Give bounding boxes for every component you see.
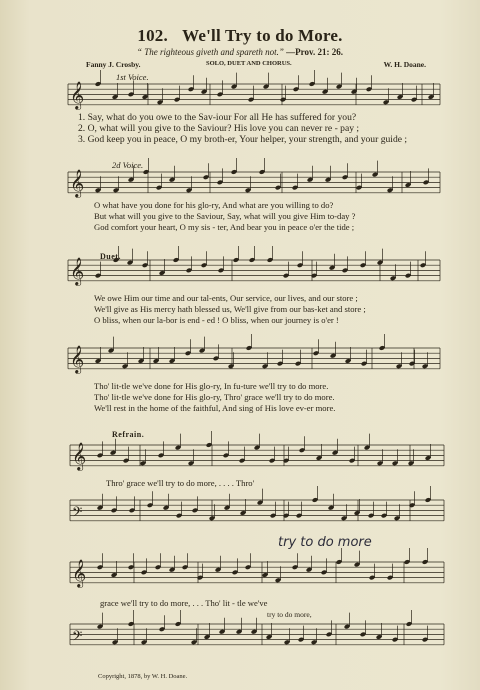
verse-lines-3 <box>94 293 464 326</box>
verse-lines-2 <box>94 200 464 233</box>
epigraph-reference: —Prov. 21: 26. <box>286 47 343 57</box>
treble-clef: 𝄞 <box>72 442 87 470</box>
author-credit: Fanny J. Crosby. <box>86 60 141 69</box>
refrain-bass-lyric: try to do more, <box>267 610 312 619</box>
verse-lines-1 <box>78 112 448 145</box>
arrangement-note: SOLO, DUET AND CHORUS. <box>206 60 292 67</box>
epigraph-quote: “ The righteous giveth and spareth not.” <box>136 47 284 57</box>
lyric-line: O bliss, when our la-bor is end - ed ! O bliss, when our journey is o'er ! <box>94 315 339 325</box>
lyric-line: We'll rest in the home of the faithful, And sing of His love ev-er more. <box>94 403 336 413</box>
second-voice-label: 2d Voice. <box>112 160 144 170</box>
treble-clef: 𝄞 <box>70 169 85 197</box>
treble-clef: 𝄞 <box>70 345 85 373</box>
bass-clef: 𝄢 <box>72 628 83 647</box>
lyric-line: We'll give as His mercy hath blessed us, We'll give from our bas-ket and store ; <box>94 304 366 314</box>
handwritten-annotation: try to do more <box>278 535 372 550</box>
lyric-line: God comfort your heart, O my sis - ter, And bear you in peace o'er the tide ; <box>94 222 355 232</box>
hymn-title-text: We'll Try to do More. <box>182 26 343 45</box>
treble-clef: 𝄞 <box>70 81 85 109</box>
treble-clef: 𝄞 <box>72 559 87 587</box>
lyric-line: 2. O, what will you give to the Saviour? His love you can never re - pay ; <box>78 123 360 134</box>
lyric-line: Tho' lit-tle we've done for His glo-ry, In fu-ture we'll try to do more. <box>94 381 329 391</box>
first-voice-label: 1st Voice. <box>116 72 149 82</box>
lyric-line: Tho' lit-tle we've done for His glo-ry, Thro' grace we'll try to do more. <box>94 392 335 402</box>
hymn-number: 102. <box>137 26 168 45</box>
lyric-line: 3. God keep you in peace, O my broth-er, Your helper, your strength, and your guide ; <box>78 134 408 145</box>
duet-label: Duet. <box>100 252 121 261</box>
treble-clef: 𝄞 <box>70 257 85 285</box>
bass-clef: 𝄢 <box>72 504 83 523</box>
composer-credit: W. H. Doane. <box>383 60 426 69</box>
refrain-label: Refrain. <box>112 430 145 439</box>
lyric-line: 1. Say, what do you owe to the Sav-iour For all He has suffered for you? <box>78 112 357 123</box>
lyric-line: We owe Him our time and our tal-ents, Our service, our lives, and our store ; <box>94 293 358 303</box>
copyright-notice: Copyright, 1878, by W. H. Doane. <box>98 673 188 680</box>
lyric-line: But what will you give to the Saviour, Say, what will you give Him to-day ? <box>94 211 356 221</box>
refrain-lyric-2: grace we'll try to do more, . . . Tho' lit - tle we've <box>100 598 268 608</box>
refrain-lyric-1: Thro' grace we'll try to do more, . . . . Thro' <box>106 478 255 488</box>
lyric-line: O what have you done for his glo-ry, And what are you willing to do? <box>94 200 334 210</box>
verse-lines-4 <box>94 381 464 414</box>
